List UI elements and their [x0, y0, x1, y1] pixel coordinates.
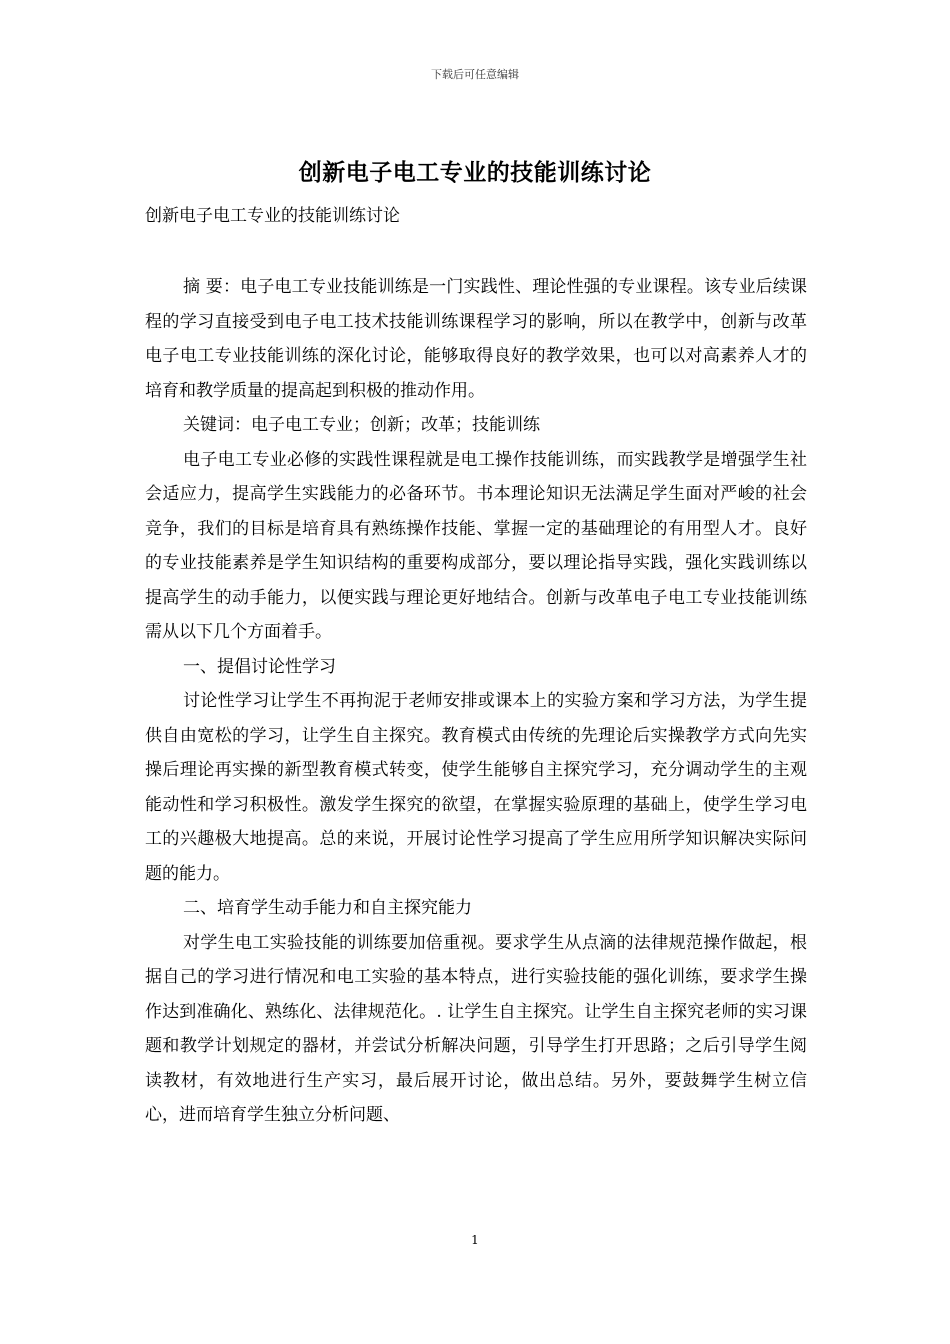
keywords-paragraph: 关键词：电子电工专业；创新；改革；技能训练 [183, 415, 540, 435]
section-2-paragraph: 对学生电工实验技能的训练要加倍重视。要求学生从点滴的法律规范操作做起，根据自己的学习进行情况和电工实验的基本特点，进行实验技能的强化训练，要求学生操作达到准确化、熟练化、法律规范化。. 让学生自主探究。让学生自主探究老师的实习课题和教学计划规定的器材，并尝试分析解决问题，引导学生打开思路；之后引导学生阅读教材，有效地进行生产实习，最后展开讨论，做出总结。另外，要鼓舞学生树立信心，进而培育学生独立分析问题、 [145, 932, 807, 1125]
page-number: 1 [471, 1233, 479, 1247]
document-subtitle: 创新电子电工专业的技能训练讨论 [145, 206, 400, 226]
page-header: 下载后可任意编辑 [431, 68, 519, 81]
intro-paragraph: 电子电工专业必修的实践性课程就是电工操作技能训练，而实践教学是增强学生社会适应力，提高学生实践能力的必备环节。书本理论知识无法满足学生面对严峻的社会竞争，我们的目标是培育具有熟练操作技能、掌握一定的基础理论的有用型人才。良好的专业技能素养是学生知识结构的重要构成部分，要以理论指导实践，强化实践训练以提高学生的动手能力，以便实践与理论更好地结合。创新与改革电子电工专业技能训练需从以下几个方面着手。 [145, 449, 807, 642]
document-title: 创新电子电工专业的技能训练讨论 [298, 159, 652, 186]
section-heading-2: 二、培育学生动手能力和自主探究能力 [183, 898, 472, 918]
section-heading-1: 一、提倡讨论性学习 [183, 656, 336, 677]
section-1-paragraph: 讨论性学习让学生不再拘泥于老师安排或课本上的实验方案和学习方法，为学生提供自由宽松的学习，让学生自主探究。教育模式由传统的先理论后实操教学方式向先实操后理论再实操的新型教育模式转变，使学生能够自主探究学习，充分调动学生的主观能动性和学习积极性。激发学生探究的欲望，在掌握实验原理的基础上，使学生学习电工的兴趣极大地提高。总的来说，开展讨论性学习提高了学生应用所学知识解决实际问题的能力。 [145, 691, 807, 884]
document-body [145, 270, 807, 1133]
abstract-paragraph: 摘 要：电子电工专业技能训练是一门实践性、理论性强的专业课程。该专业后续课程的学习直接受到电子电工技术技能训练课程学习的影响，所以在教学中，创新与改革电子电工专业技能训练的深化讨论，能够取得良好的教学效果，也可以对高素养人才的培育和教学质量的提高起到积极的推动作用。 [145, 277, 807, 401]
